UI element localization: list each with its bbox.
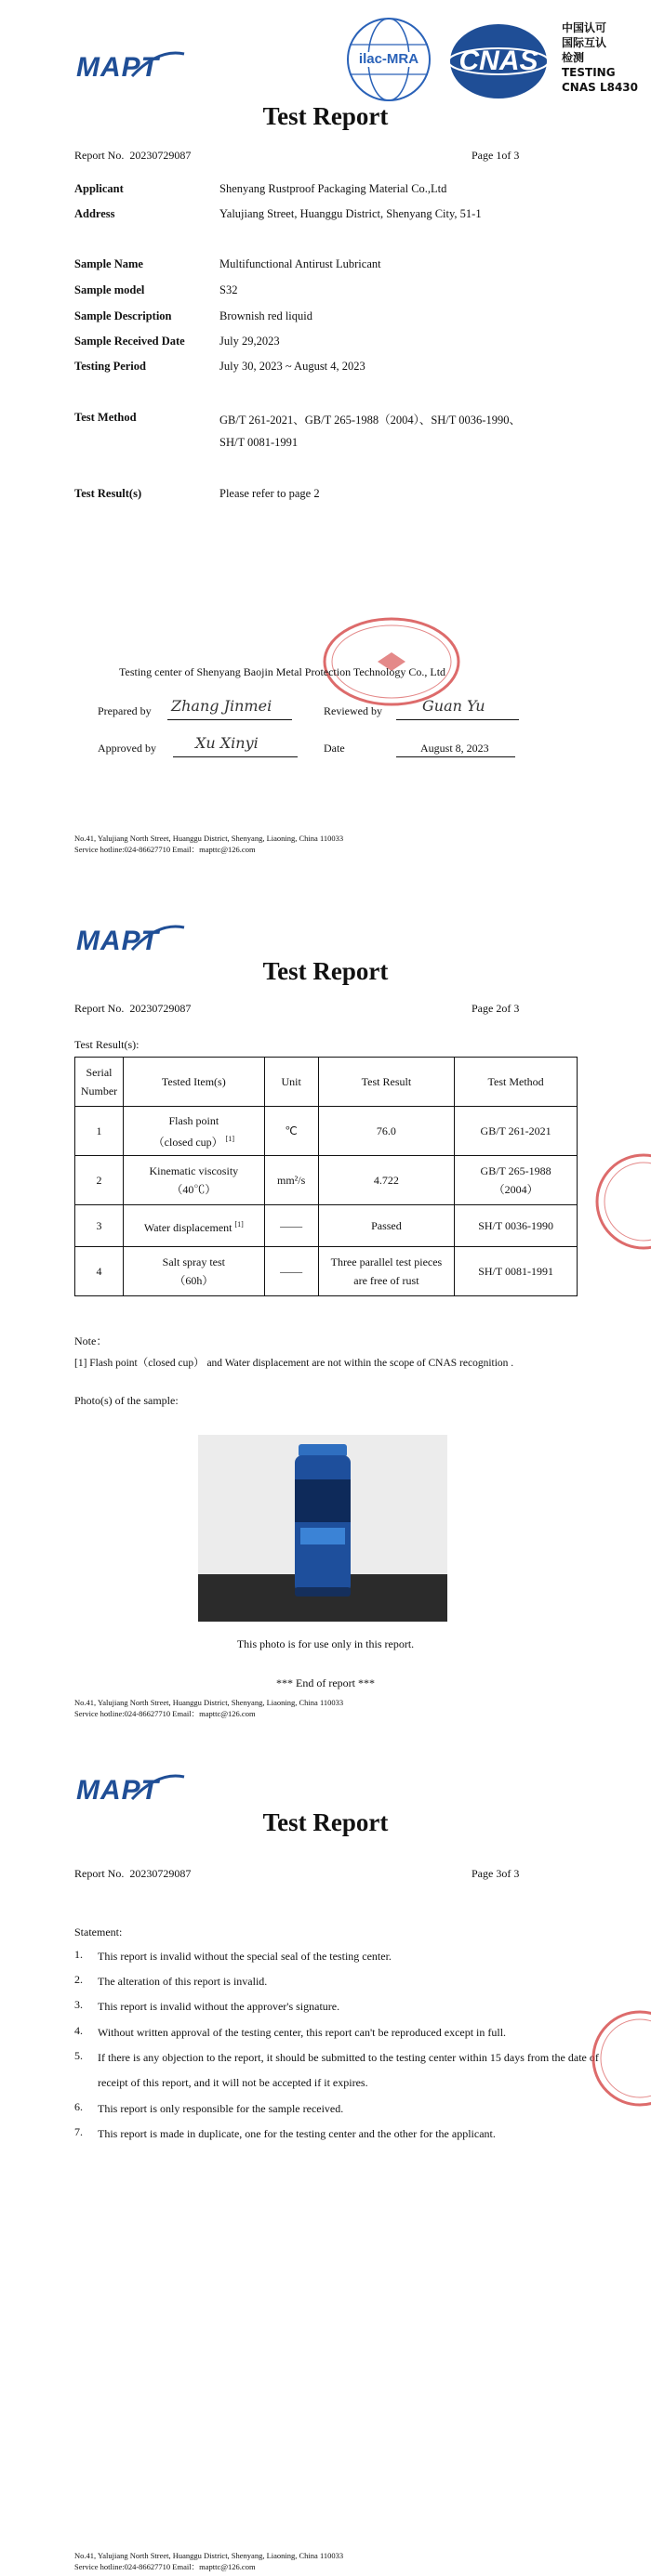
logo-swoosh-icon <box>130 922 186 953</box>
ilac-text: ilac-MRA <box>358 51 419 67</box>
mapt-logo: MAPT <box>76 1775 159 1806</box>
address-value: Yalujiang Street, Huanggu District, Shenyang City, 51-1 <box>219 207 482 220</box>
cnas-emblem <box>448 22 549 100</box>
test-results-value: Please refer to page 2 <box>219 487 320 500</box>
cell-result: 4.722 <box>318 1156 455 1205</box>
address-label: Address <box>74 207 115 220</box>
cnas-accreditation-text: 中国认可 国际互认 检测 TESTING CNAS L8430 <box>562 21 639 94</box>
prepared-by-signature: Zhang Jinmei <box>171 697 272 715</box>
cell-item: Flash point （closed cup） [1] <box>123 1107 264 1156</box>
results-table <box>74 1057 578 1296</box>
cell-result: Three parallel test pieces are free of rust <box>318 1247 455 1296</box>
header-unit: Unit <box>264 1058 318 1107</box>
header-result: Test Result <box>318 1058 455 1107</box>
header-item: Tested Item(s) <box>123 1058 264 1107</box>
report-title: Test Report <box>262 957 389 985</box>
page-number: Page 3of 3 <box>472 1867 520 1880</box>
cell-result: 76.0 <box>318 1107 455 1156</box>
mapt-logo: MAPT <box>76 926 159 956</box>
report-number: Report No. 20230729087 <box>74 149 192 162</box>
cell-method: SH/T 0081-1991 <box>455 1247 578 1296</box>
testing-period-label: Testing Period <box>74 360 146 373</box>
test-results-heading: Test Result(s): <box>74 1038 140 1051</box>
testing-center-name: Testing center of Shenyang Baojin Metal Protection Technology Co., Ltd <box>119 665 446 678</box>
approved-by-label: Approved by <box>98 742 156 755</box>
cnas-text: CNAS <box>458 46 538 76</box>
cell-unit: mm²/s <box>264 1156 318 1205</box>
note-text: [1] Flash point（closed cup） and Water displacement are not within the scope of CNAS recognition . <box>74 1358 514 1369</box>
sample-name-value: Multifunctional Antirust Lubricant <box>219 257 381 270</box>
date-label: Date <box>324 742 345 755</box>
photo-label: Photo(s) of the sample: <box>74 1394 179 1407</box>
report-page-2 <box>0 892 651 1728</box>
header-method: Test Method <box>455 1058 578 1107</box>
note-label: Note： <box>74 1334 108 1347</box>
footer-service: Service hotline:024-86627710 Email：mapttc@126.com <box>74 1709 256 1718</box>
cell-unit: —— <box>264 1247 318 1296</box>
table-row <box>75 1107 578 1156</box>
cell-serial: 3 <box>75 1205 124 1247</box>
photo-caption: This photo is for use only in this report. <box>236 1637 415 1650</box>
report-title: Test Report <box>262 102 389 130</box>
report-number: Report No. 20230729087 <box>74 1002 192 1015</box>
end-of-report: *** End of report *** <box>276 1676 375 1689</box>
cell-serial: 2 <box>75 1156 124 1205</box>
logo-swoosh-icon <box>130 48 186 80</box>
footer <box>74 833 343 855</box>
reviewed-by-signature: Guan Yu <box>422 697 485 715</box>
cell-item: Water displacement [1] <box>123 1205 264 1247</box>
footer-address: No.41, Yalujiang North Street, Huanggu District, Shenyang, Liaoning, China 110033 <box>74 1698 344 1707</box>
footer <box>74 2550 343 2572</box>
cell-item: Salt spray test （60h） <box>123 1247 264 1296</box>
cell-serial: 4 <box>75 1247 124 1296</box>
test-method-value-line2: SH/T 0081-1991 <box>219 436 299 449</box>
sample-model-label: Sample model <box>74 283 145 296</box>
cell-result: Passed <box>318 1205 455 1247</box>
sample-name-label: Sample Name <box>74 257 143 270</box>
cell-serial: 1 <box>75 1107 124 1156</box>
side-seal-icon <box>588 1150 651 1253</box>
footer-service: Service hotline:024-86627710 Email：mapttc@126.com <box>74 2562 256 2571</box>
ilac-mra-emblem <box>346 17 432 102</box>
sample-description-label: Sample Description <box>74 309 172 322</box>
header-serial: Serial Number <box>75 1058 124 1107</box>
approved-by-signature: Xu Xinyi <box>195 734 259 752</box>
table-row <box>75 1247 578 1296</box>
sample-description-value: Brownish red liquid <box>219 309 312 322</box>
reviewed-by-label: Reviewed by <box>324 704 382 717</box>
spray-can-image <box>198 1435 447 1622</box>
footer <box>74 1697 343 1719</box>
official-seal-icon <box>322 615 461 708</box>
test-results-label: Test Result(s) <box>74 487 142 500</box>
cell-unit: ℃ <box>264 1107 318 1156</box>
report-number: Report No. 20230729087 <box>74 1867 192 1880</box>
logo-swoosh-icon <box>130 1771 186 1803</box>
test-method-label: Test Method <box>74 411 137 424</box>
footer-service: Service hotline:024-86627710 Email：mapttc@126.com <box>74 845 256 854</box>
cell-method: SH/T 0036-1990 <box>455 1205 578 1247</box>
cell-item: Kinematic viscosity （40℃） <box>123 1156 264 1205</box>
side-seal-icon <box>582 2007 651 2109</box>
page-number: Page 1of 3 <box>472 149 520 162</box>
sample-received-date-label: Sample Received Date <box>74 335 185 348</box>
prepared-by-label: Prepared by <box>98 704 152 717</box>
sample-photo <box>198 1435 447 1622</box>
mapt-logo: MAPT <box>76 52 159 83</box>
date-value: August 8, 2023 <box>420 742 489 755</box>
report-title: Test Report <box>262 1808 389 1836</box>
test-method-value: GB/T 261-2021、GB/T 265-1988（2004）、SH/T 0036-1990、 <box>219 414 521 427</box>
applicant-label: Applicant <box>74 182 124 195</box>
report-page-3: MAPT Test Report Report No. 20230729087 Page 3of 3 Statement: 1. This report is invalid without the special seal of the testing center. 2. The alteration of this report is invalid. 3. This report is invalid without the approver's signature. 4. Without written approval of the testing center, this report can't be reproduced except in full. 5. If there is any objection to the report, it should be submitted to the testing center within 15 days from the date of receipt of this report, and it will not be accepted if it expires. 6. This report is only responsible for the sample received. 7. This report is made in duplicate, one for the testing center and the other for the applicant. No.41, Yalujiang North Street, Huanggu District, Shenyang, Liaoning, China 110033 Service hotline:024-86627710 Email：mapttc@126.com <box>0 1728 651 2576</box>
footer-address: No.41, Yalujiang North Street, Huanggu District, Shenyang, Liaoning, China 110033 <box>74 834 344 843</box>
statement-label: Statement: <box>74 1925 123 1939</box>
footer-address: No.41, Yalujiang North Street, Huanggu District, Shenyang, Liaoning, China 110033 <box>74 2551 344 2560</box>
table-row <box>75 1156 578 1205</box>
applicant-value: Shenyang Rustproof Packaging Material Co.,Ltd <box>219 182 447 195</box>
cell-method: GB/T 261-2021 <box>455 1107 578 1156</box>
table-header-row <box>75 1058 578 1107</box>
sample-model-value: S32 <box>219 283 238 296</box>
table-row <box>75 1205 578 1247</box>
sample-received-date-value: July 29,2023 <box>219 335 280 348</box>
page-number: Page 2of 3 <box>472 1002 520 1015</box>
cell-method: GB/T 265-1988 （2004） <box>455 1156 578 1205</box>
report-page-1 <box>0 0 651 892</box>
testing-period-value: July 30, 2023 ~ August 4, 2023 <box>219 360 365 373</box>
cell-unit: —— <box>264 1205 318 1247</box>
